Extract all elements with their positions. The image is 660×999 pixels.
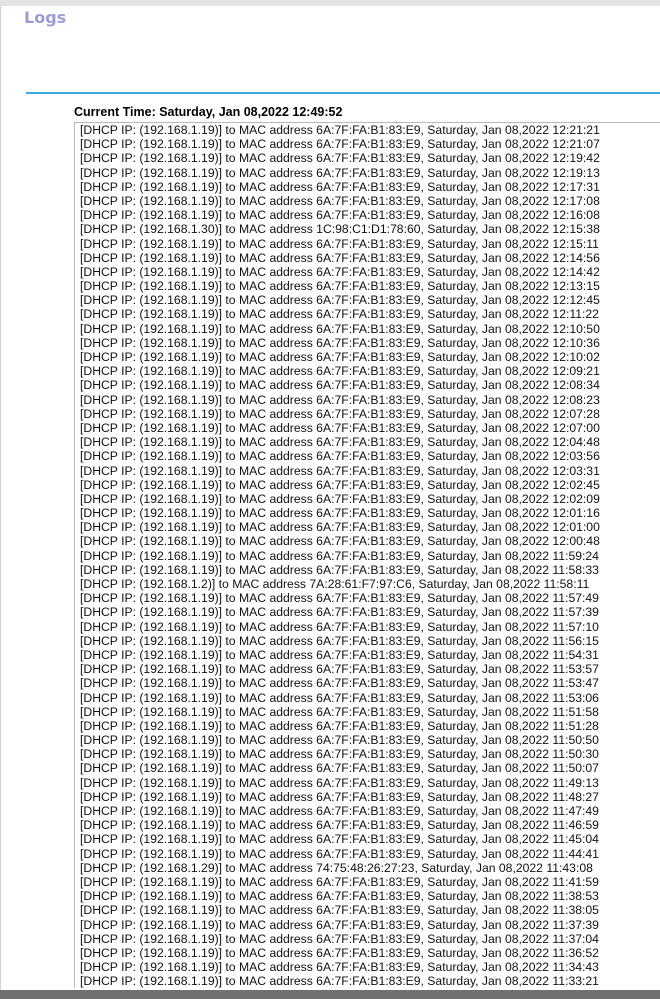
log-entry: [DHCP IP: (192.168.1.19)] to MAC address 6A:7F:FA:B1:83:E9, Saturday, Jan 08,2022 12:12:45 xyxy=(80,293,600,308)
log-entry: [DHCP IP: (192.168.1.19)] to MAC address 6A:7F:FA:B1:83:E9, Saturday, Jan 08,2022 11:48:27 xyxy=(80,789,599,804)
log-entry: [DHCP IP: (192.168.1.19)] to MAC address 6A:7F:FA:B1:83:E9, Saturday, Jan 08,2022 11:56:15 xyxy=(80,633,599,648)
log-entry: [DHCP IP: (192.168.1.19)] to MAC address 6A:7F:FA:B1:83:E9, Saturday, Jan 08,2022 12:00:48 xyxy=(80,534,600,549)
log-entry: [DHCP IP: (192.168.1.19)] to MAC address 6A:7F:FA:B1:83:E9, Saturday, Jan 08,2022 11:45:04 xyxy=(80,832,599,847)
log-entry: [DHCP IP: (192.168.1.29)] to MAC address 74:75:48:26:27:23, Saturday, Jan 08,2022 11:43:08 xyxy=(80,860,593,875)
log-entry: [DHCP IP: (192.168.1.19)] to MAC address 6A:7F:FA:B1:83:E9, Saturday, Jan 08,2022 12:02:09 xyxy=(80,491,600,506)
log-entry: [DHCP IP: (192.168.1.19)] to MAC address 6A:7F:FA:B1:83:E9, Saturday, Jan 08,2022 11:54:31 xyxy=(80,647,599,662)
log-entry: [DHCP IP: (192.168.1.19)] to MAC address 6A:7F:FA:B1:83:E9, Saturday, Jan 08,2022 11:44:41 xyxy=(80,846,599,861)
log-entry: [DHCP IP: (192.168.1.19)] to MAC address 6A:7F:FA:B1:83:E9, Saturday, Jan 08,2022 12:14:42 xyxy=(80,264,600,279)
page-left-border xyxy=(0,6,1,990)
log-entry: [DHCP IP: (192.168.1.19)] to MAC address 6A:7F:FA:B1:83:E9, Saturday, Jan 08,2022 11:51:28 xyxy=(80,718,599,733)
log-entry: [DHCP IP: (192.168.1.19)] to MAC address 6A:7F:FA:B1:83:E9, Saturday, Jan 08,2022 12:10:50 xyxy=(80,321,600,336)
page-title: Logs xyxy=(24,8,67,27)
log-viewer[interactable] xyxy=(74,122,660,988)
log-entry: [DHCP IP: (192.168.1.19)] to MAC address 6A:7F:FA:B1:83:E9, Saturday, Jan 08,2022 11:53:06 xyxy=(80,690,599,705)
log-entry: [DHCP IP: (192.168.1.19)] to MAC address 6A:7F:FA:B1:83:E9, Saturday, Jan 08,2022 11:57:49 xyxy=(80,591,599,606)
log-entry: [DHCP IP: (192.168.1.19)] to MAC address 6A:7F:FA:B1:83:E9, Saturday, Jan 08,2022 12:19:42 xyxy=(80,151,600,166)
log-entry: [DHCP IP: (192.168.1.19)] to MAC address 6A:7F:FA:B1:83:E9, Saturday, Jan 08,2022 11:57:10 xyxy=(80,619,599,634)
log-entry: [DHCP IP: (192.168.1.19)] to MAC address 6A:7F:FA:B1:83:E9, Saturday, Jan 08,2022 12:21:07 xyxy=(80,137,600,152)
log-entry: [DHCP IP: (192.168.1.19)] to MAC address 6A:7F:FA:B1:83:E9, Saturday, Jan 08,2022 12:10:02 xyxy=(80,350,600,364)
log-entry: [DHCP IP: (192.168.1.19)] to MAC address 6A:7F:FA:B1:83:E9, Saturday, Jan 08,2022 12:13:15 xyxy=(80,279,600,294)
horizontal-scrollbar[interactable] xyxy=(0,990,660,999)
log-entry: [DHCP IP: (192.168.1.19)] to MAC address 6A:7F:FA:B1:83:E9, Saturday, Jan 08,2022 12:01:00 xyxy=(80,520,600,535)
log-list xyxy=(75,123,660,988)
log-entry: [DHCP IP: (192.168.1.19)] to MAC address 6A:7F:FA:B1:83:E9, Saturday, Jan 08,2022 12:07:00 xyxy=(80,420,600,435)
log-entry: [DHCP IP: (192.168.1.19)] to MAC address 6A:7F:FA:B1:83:E9, Saturday, Jan 08,2022 12:07:28 xyxy=(80,406,600,421)
log-entry: [DHCP IP: (192.168.1.19)] to MAC address 6A:7F:FA:B1:83:E9, Saturday, Jan 08,2022 11:51:58 xyxy=(80,704,599,719)
log-entry: [DHCP IP: (192.168.1.19)] to MAC address 6A:7F:FA:B1:83:E9, Saturday, Jan 08,2022 11:53:57 xyxy=(80,662,599,677)
top-strip xyxy=(0,0,660,6)
log-entry: [DHCP IP: (192.168.1.19)] to MAC address 6A:7F:FA:B1:83:E9, Saturday, Jan 08,2022 12:21:21 xyxy=(80,123,600,137)
log-entry: [DHCP IP: (192.168.1.19)] to MAC address 6A:7F:FA:B1:83:E9, Saturday, Jan 08,2022 12:02:45 xyxy=(80,477,600,492)
log-entry: [DHCP IP: (192.168.1.19)] to MAC address 6A:7F:FA:B1:83:E9, Saturday, Jan 08,2022 11:37:04 xyxy=(80,931,599,946)
log-entry: [DHCP IP: (192.168.1.19)] to MAC address 6A:7F:FA:B1:83:E9, Saturday, Jan 08,2022 12:08:23 xyxy=(80,392,600,407)
log-entry: [DHCP IP: (192.168.1.19)] to MAC address 6A:7F:FA:B1:83:E9, Saturday, Jan 08,2022 11:50:30 xyxy=(80,747,599,762)
log-entry: [DHCP IP: (192.168.1.19)] to MAC address 6A:7F:FA:B1:83:E9, Saturday, Jan 08,2022 11:38:53 xyxy=(80,889,599,904)
log-entry: [DHCP IP: (192.168.1.19)] to MAC address 6A:7F:FA:B1:83:E9, Saturday, Jan 08,2022 12:15:11 xyxy=(80,236,599,251)
log-entry: [DHCP IP: (192.168.1.19)] to MAC address 6A:7F:FA:B1:83:E9, Saturday, Jan 08,2022 12:03:56 xyxy=(80,449,600,464)
log-entry: [DHCP IP: (192.168.1.19)] to MAC address 6A:7F:FA:B1:83:E9, Saturday, Jan 08,2022 11:41:59 xyxy=(80,874,599,889)
title-divider xyxy=(26,92,660,94)
log-entry: [DHCP IP: (192.168.1.30)] to MAC address 1C:98:C1:D1:78:60, Saturday, Jan 08,2022 12:15:38 xyxy=(80,222,600,237)
log-entry: [DHCP IP: (192.168.1.19)] to MAC address 6A:7F:FA:B1:83:E9, Saturday, Jan 08,2022 11:38:05 xyxy=(80,903,599,918)
log-entry: [DHCP IP: (192.168.1.19)] to MAC address 6A:7F:FA:B1:83:E9, Saturday, Jan 08,2022 11:37:39 xyxy=(80,917,599,932)
log-entry: [DHCP IP: (192.168.1.19)] to MAC address 6A:7F:FA:B1:83:E9, Saturday, Jan 08,2022 12:09:21 xyxy=(80,364,600,379)
log-entry: [DHCP IP: (192.168.1.19)] to MAC address 6A:7F:FA:B1:83:E9, Saturday, Jan 08,2022 12:01:16 xyxy=(80,506,600,521)
log-entry: [DHCP IP: (192.168.1.19)] to MAC address 6A:7F:FA:B1:83:E9, Saturday, Jan 08,2022 11:47:49 xyxy=(80,804,599,818)
log-entry: [DHCP IP: (192.168.1.2)] to MAC address 7A:28:61:F7:97:C6, Saturday, Jan 08,2022 11:58:11 xyxy=(80,577,590,591)
log-entry: [DHCP IP: (192.168.1.19)] to MAC address 6A:7F:FA:B1:83:E9, Saturday, Jan 08,2022 12:17:08 xyxy=(80,193,600,208)
log-entry: [DHCP IP: (192.168.1.19)] to MAC address 6A:7F:FA:B1:83:E9, Saturday, Jan 08,2022 12:10:36 xyxy=(80,335,600,350)
log-entry: [DHCP IP: (192.168.1.19)] to MAC address 6A:7F:FA:B1:83:E9, Saturday, Jan 08,2022 11:33:21 xyxy=(80,974,599,988)
log-entry: [DHCP IP: (192.168.1.19)] to MAC address 6A:7F:FA:B1:83:E9, Saturday, Jan 08,2022 11:34:43 xyxy=(80,960,599,975)
log-entry: [DHCP IP: (192.168.1.19)] to MAC address 6A:7F:FA:B1:83:E9, Saturday, Jan 08,2022 12:03:31 xyxy=(80,463,600,478)
log-entry: [DHCP IP: (192.168.1.19)] to MAC address 6A:7F:FA:B1:83:E9, Saturday, Jan 08,2022 12:04:48 xyxy=(80,435,600,450)
log-entry: [DHCP IP: (192.168.1.19)] to MAC address 6A:7F:FA:B1:83:E9, Saturday, Jan 08,2022 11:46:59 xyxy=(80,818,599,833)
log-entry: [DHCP IP: (192.168.1.19)] to MAC address 6A:7F:FA:B1:83:E9, Saturday, Jan 08,2022 11:50:50 xyxy=(80,733,599,748)
log-entry: [DHCP IP: (192.168.1.19)] to MAC address 6A:7F:FA:B1:83:E9, Saturday, Jan 08,2022 12:16:08 xyxy=(80,208,600,223)
log-entry: [DHCP IP: (192.168.1.19)] to MAC address 6A:7F:FA:B1:83:E9, Saturday, Jan 08,2022 12:19:13 xyxy=(80,165,600,180)
log-entry: [DHCP IP: (192.168.1.19)] to MAC address 6A:7F:FA:B1:83:E9, Saturday, Jan 08,2022 11:59:24 xyxy=(80,548,599,563)
log-entry: [DHCP IP: (192.168.1.19)] to MAC address 6A:7F:FA:B1:83:E9, Saturday, Jan 08,2022 12:08:34 xyxy=(80,378,600,393)
log-entry: [DHCP IP: (192.168.1.19)] to MAC address 6A:7F:FA:B1:83:E9, Saturday, Jan 08,2022 11:58:33 xyxy=(80,562,599,577)
log-entry: [DHCP IP: (192.168.1.19)] to MAC address 6A:7F:FA:B1:83:E9, Saturday, Jan 08,2022 11:50:07 xyxy=(80,761,599,776)
log-entry: [DHCP IP: (192.168.1.19)] to MAC address 6A:7F:FA:B1:83:E9, Saturday, Jan 08,2022 11:53:47 xyxy=(80,676,599,691)
log-entry: [DHCP IP: (192.168.1.19)] to MAC address 6A:7F:FA:B1:83:E9, Saturday, Jan 08,2022 11:49:13 xyxy=(80,775,599,790)
log-entry: [DHCP IP: (192.168.1.19)] to MAC address 6A:7F:FA:B1:83:E9, Saturday, Jan 08,2022 12:14:56 xyxy=(80,250,600,265)
log-entry: [DHCP IP: (192.168.1.19)] to MAC address 6A:7F:FA:B1:83:E9, Saturday, Jan 08,2022 12:11:22 xyxy=(80,307,599,322)
current-time: Current Time: Saturday, Jan 08,2022 12:49:52 xyxy=(74,105,343,119)
log-entry: [DHCP IP: (192.168.1.19)] to MAC address 6A:7F:FA:B1:83:E9, Saturday, Jan 08,2022 11:36:52 xyxy=(80,945,599,960)
log-entry: [DHCP IP: (192.168.1.19)] to MAC address 6A:7F:FA:B1:83:E9, Saturday, Jan 08,2022 11:57:39 xyxy=(80,605,599,620)
log-entry: [DHCP IP: (192.168.1.19)] to MAC address 6A:7F:FA:B1:83:E9, Saturday, Jan 08,2022 12:17:31 xyxy=(80,179,600,194)
